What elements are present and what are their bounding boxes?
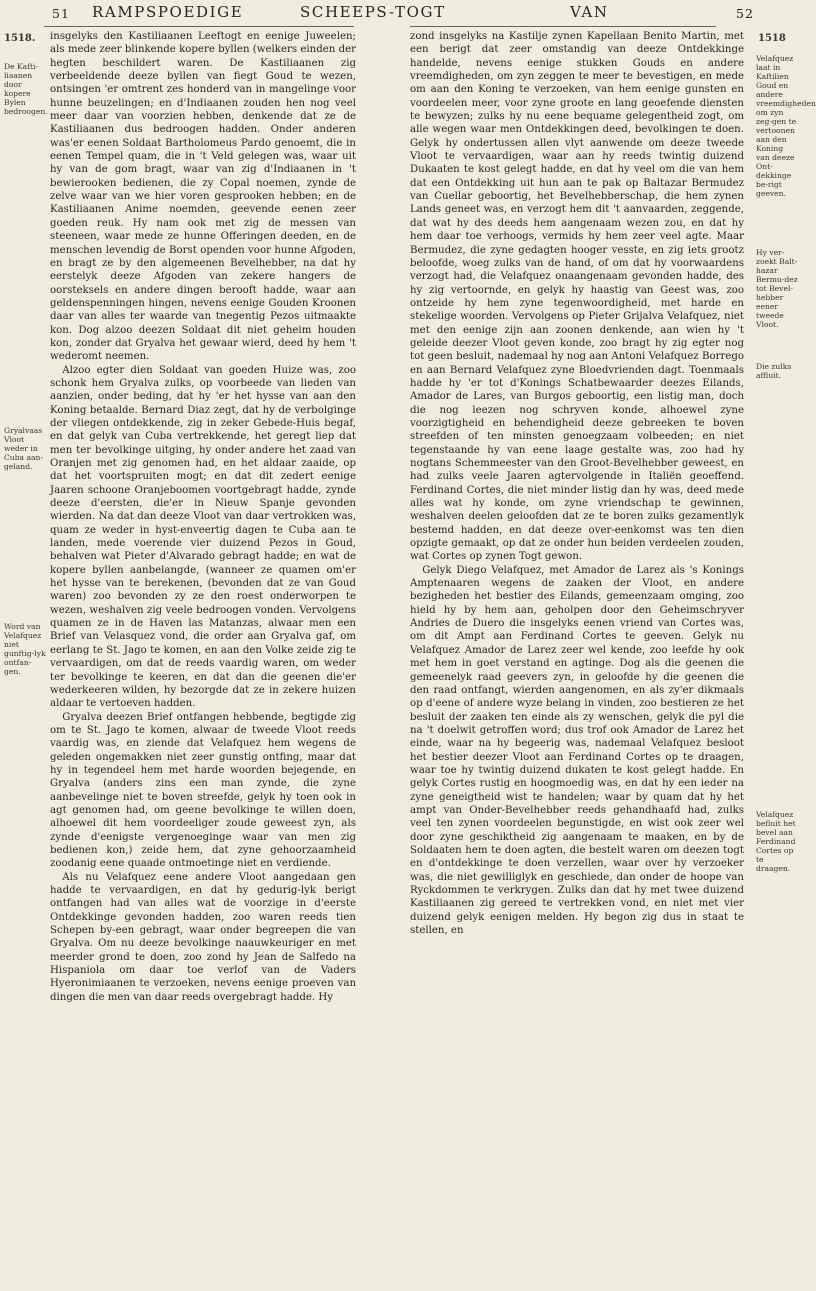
margin-note-right-4: Velafquez befluit het bevel aan Ferdinand Cortes op te draagen. (756, 810, 796, 873)
margin-note-right-2: Hy ver-zoekt Balt-hazar Bermu-dez tot Bevel-hebber eener tweede Vloot. (756, 248, 798, 329)
running-header (0, 0, 800, 26)
header-title-part-1: RAMPSPOEDIGE (92, 3, 244, 21)
margin-note-right-1: Velafquez laat in Kaftilien Goud en andere vreemdigheden om zyn zeg-gen te vertoonen aan den Koning van deeze Ont-dekkinge be-rigt geeven. (756, 54, 816, 198)
header-rule-right (410, 26, 716, 27)
right-paragraph-2: Gelyk Diego Velafquez, met Amador de Larez als 's Konings Amptenaaren wegens de zaaken der Vloot, en andere bezigheden het bestier des Eilands, gemeenzaam omging, zoo hield hy by hem aan, geholpen door den Geheimschryver Andries de Duero die insgelyks eenen vriend van Cortes was, om dit Ampt aan Ferdinand Cortes te geeven. Gelyk nu Velafquez Amador de Larez zeer wel kende, zoo leefde hy ook met hem in goet verstand en agtinge. Dog als die geenen die gemeenelyk raad geevers zyn, in geloofde hy die geenen die den raad ontfangt, wierden aangenomen, en als zy'er dikmaals op d'eene of andere wyze belang in vinden, zoo bestieren ze het besluit der zaaken ten einde als zy wenschen, gelyk die pyl die na 't doelwit getroffen word; dus trof ook Amador de Larez het einde, waar na hy begeerig was, nademaal Velafquez besloot het bestier deezer Vloot aan Ferdinand Cortes op te draagen, waar toe hy twintig duizend dukaten te kost gelegt hadde. En gelyk Cortes rustig en hoogmoedig was, en dat hy een ieder na zyne geneigtheid wist te handelen; waar by quam dat hy het ampt van Onder-Bevelhebber reeds gehandhaafd had, zulks veel ten zynen voordeelen begunstigde, en wist ook zeer wel door zyne geschiktheid zig aangenaam te maaken, en by de Soldaaten hem te doen agten, die bestelt waren om deezen togt en d'ontdekkinge te doen verzellen, waar over hy verzoeker was, die niet gewilliglyk en geschiede, dan onder de hoope van Ryckdommen te verkrygen. Zulks dan dat hy met twee duizend Kastiliaanen zig gereed te vertrekken vond, en niet met vier duizend gelyk eenigen melden. Hy begon zig dus in staat te stellen, en (410, 564, 744, 937)
left-text-column (50, 30, 356, 1004)
header-rule-left (44, 26, 354, 27)
left-paragraph-4: Als nu Velafquez eene andere Vloot aangedaan gen hadde te vervaardigen, en dat hy gedurig-lyk berigt ontfangen had van alles wat de voorzige in d'eerste Ontdekkinge gevonden hadden, zoo waren reeds tien Schepen by-een gebragt, waar onder begreepen die van Gryalva. Om nu deeze bevolkinge naauwkeuriger en met meerder grond te doen, zoo zond hy Jean de Salfedo na Hispaniola om daar toe verlof van de Vaders Hyeronimiaanen te verzoeken, nevens eenige proeven van dingen die men van daar reeds overgebragt hadde. Hy (50, 871, 356, 1003)
header-title-part-3: VAN (570, 3, 609, 21)
page-number-left: 51 (52, 6, 70, 21)
margin-note-left-3: Word van Velafquez niet gunftig-lyk ontfan-gen. (4, 622, 46, 676)
header-title-part-2: SCHEEPS-TOGT (300, 3, 446, 21)
margin-year-right: 1518 (758, 33, 786, 44)
left-paragraph-2: Alzoo egter dien Soldaat van goeden Huize was, zoo schonk hem Gryalva zulks, op voorbeede van lieden van aanzien, onder beding, dat hy 'er het hysse van aan den Koning betaalde. Bernard Diaz zegt, dat hy de verbolginge der vliegen ontdekkende, zig in zeker Gebede-Huis begaf, en dat gelyk van Cuba vertrekkende, het geregt liep dat men ter bevolkinge uitging, hy onder andere het zaad van Oranjen met zig genomen had, en het aldaar zaaide, op dat het voortspruiten mogt; en dat dit zedert eenige Jaaren schoone Oranjeboomen voortgebragt hadde, zynde deeze d'eersten, die'er in Nieuw Spanje gevonden wierden. Na dat dan deeze Vloot van daar vertrokken was, quam ze weder in hyst-enveertig dagen te Cuba aan te landen, mede voerende vier duizend Pezos in Goud, behalven wat Pieter d'Alvarado gebragt hadde; en wat de kopere byllen aanbelangde, (wanneer ze quamen om'er het hysse van te berekenen, (bevonden dat ze van Goud waren) zoo bevonden zy ze den roest onderworpen te wezen, weshalven zig veele bedroogen vonden. Vervolgens quamen ze in de Haven las Matanzas, alwaar men een Brief van Velasquez vond, die order aan Gryalva gaf, om eerlang te St. Jago te komen, en aan den Volke zeide zig te vervaardigen, om dat de reeds vaardig waren, om weder ter bevolkinge te keeren, en dat dan die geenen die'er wederkeeren wilden, hy bezorgde dat ze in zekere huizen aldaar te vertoeven hadden. (50, 364, 356, 710)
margin-note-right-3: Die zulks affluit. (756, 362, 792, 380)
page-number-right: 52 (736, 6, 754, 21)
right-paragraph-1: zond insgelyks na Kastilje zynen Kapellaan Benito Martin, met een berigt dat zeer omstandig van deeze Ontdekkinge handelde, nevens eenige stukken Gouds en andere vreemdigheden, om zyn zeggen te meer te bevestigen, en mede om aan den Koning te verzoeken, van hem eenige gunsten en voordeelen meer, voor zyne groote en lang geoefende diensten te bewyzen; zulks hy nu eene bequame gelegentheid zogt, om alle wegen waar men Ontdekkingen deed, bevolkingen te doen. Gelyk hy ondertussen allen vlyt aanwende om deeze tweede Vloot te vervaardigen, waar aan hy reeds twintig duizend Dukaaten te kost gelegt hadde, en dat hy veel om die van hem dat een Ontdekking uit hun aan te pak op Baltazar Bermudez van Cuellar geboortig, het Bevelhebberschap, die hem zynen Lands geneet was, en verzogt hem dit 't aanvaarden, zeggende, dat wat hy des deeds hem aangenaam wezen zou, en dat hy hem daar toe verhoogs, vermids hy hem zeer veel agte. Maar Bermudez, die zyne gedagten hooger vesste, en zig iets grootz beloofde, woeg zulks van de hand, of om dat hy voorwaardens verzogt had, die Velafquez onaangenaam gevonden hadde, des hy zig vertoornde, en gelyk hy haastig van Geest was, zoo ontzeide hy hem zyne tegenwoordigheid, met harde en stekelige woorden. Vervolgens op Pieter Grijalva Velafquez, niet met den eenige zijn aan zoonen denkende, aan wien hy 't geleide deezer Vloot geven konde, zoo bragt hy zig egter nog tot geen besluit, nademaal hy nog aan Antoni Velafquez Borrego en aan Bernard Velafquez zyne Bloedvrienden dagt. Toenmaals hadde hy 'er tot d'Konings Schatbewaarder deezes Eilands, Amador de Lares, van Burgos geboortig, een listig man, doch die nog leezen nog schryven konde, alhoewel zyne voorzigtigheid en behendigheid deeze gebreeken te boven streefden of ten minsten genoegzaam volbeeden; en niet tegenstaande hy van eene laage gestalte was, zoo had hy nogtans Schemmeester van den Groot-Bevelhebber geweest, en had zulks veele Jaaren agtervolgende in Italiën geoeffend. Ferdinand Cortes, die niet minder listig dan hy was, deed mede alles wat hy konde, om zyne vriendschap te gewinnen, weshalven deelen geloofden dat ze te boren zulks gezamentlyk bestemd hadden, en dat deeze over-eenkomst was ten dien opzigte gemaakt, op dat ze onder hun beiden verdeelen zouden, wat Cortes op zynen Togt gewon. (410, 31, 744, 563)
left-paragraph-1: insgelyks den Kastiliaanen Leeftogt en eenige Juweelen; als mede zeer blinkende kopere byllen (welkers einden der hegten beschildert waren. De Kastiliaanen zig verbeeldende deeze byllen van fiegt Goud te wezen, ontsingen 'er omtrent zes honderd van in mangelinge voor hunne beuzelingen; en d'Indiaanen zouden hen nog veel meer daar van voorzien hebben, denkende dat ze de Kastiliaanen dus bedroogen hadden. Onder anderen was'er eenen Soldaat Bartholomeus Pardo genoemt, die in eenen Tempel quam, die in 't Veld gelegen was, waar uit hy van de gom bragt, waar van zig d'Indiaanen in 't bewierooken bedienen, die zy Copal noemen, zynde de zelve waar van we hier voren gesprooken hebben; en de Kastiliaanen Anime noemden, geevende eenen zeer goeden reuk. Hy nam ook met zig de messen van steeneen, waar mede ze hunne Offeringen deeden, en de menschen levendig de Borst openden voor hunne Afgoden, en bragt ze by den algemeenen Bevelhebber, na dat hy eerstelyk deeze Afgoden van zekere hangers de oorsteksels en andere dingen berooft hadde, waar aan geldenspenningen hingen, nevens eenige Gouden Kroonen daar van alles ter waarde van tnegentig Pezos uitmaakte kon. Dog alzoo deezen Soldaat dit niet geheim houden kon, zonder dat Gryalva het gewaar wierd, deed hy hem 't wederomt neemen. (50, 31, 356, 363)
margin-year-left: 1518. (4, 33, 36, 44)
left-paragraph-3: Gryalva deezen Brief ontfangen hebbende, begtigde zig om te St. Jago te komen, alwaar de tweede Vloot reeds vaardig was, en ziende dat Velafquez hem wegens de geleden ongemakken niet zeer gunstig ontfing, maar dat hy in tegendeel hem met harde woorden bejegende, en Gryalva (anders zins een man zynde, die zyne aanbevelinge niet te boven streefde, gelyk hy toen ook in agt genomen had, om geene bevolkinge te willen doen, alhoewel dit hem voordeeliger zoude geweest zyn, als zynde d'eenigste vergenoeginge waar van men zig bedienen kon,) zeide hem, dat zyne gehoorzaamheid zoodanig eene quaade ontmoetinge niet en verdiende. (50, 711, 356, 870)
right-text-column (410, 30, 744, 937)
margin-note-left-1: De Kafti-liaanen door kopere Bylen bedroogen. (4, 62, 48, 116)
margin-note-left-2: Gryalvaas Vloot weder in Cuba aan-geland. (4, 426, 44, 471)
